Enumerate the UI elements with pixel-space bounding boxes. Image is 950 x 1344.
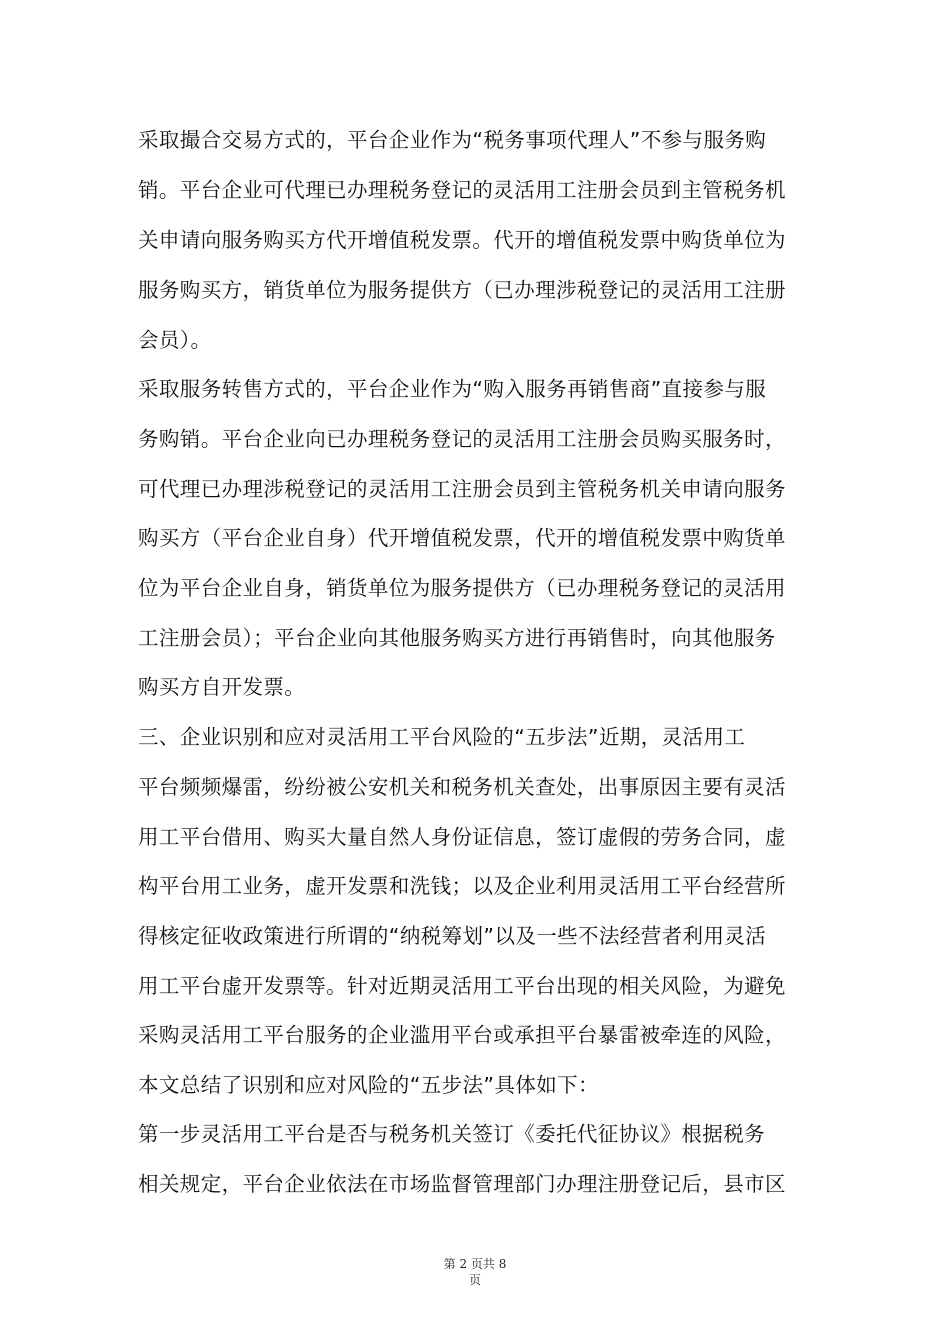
text-line-22: 相关规定，平台企业依法在市场监督管理部门办理注册登记后，县市区 [138,1172,786,1196]
text-line-12: 购买方自开发票。 [138,675,306,699]
text-line-1: 采取撮合交易方式的，平台企业作为“税务事项代理人”不参与服务购 [138,128,767,152]
text-line-6: 采取服务转售方式的，平台企业作为“购入服务再销售商”直接参与服 [138,377,767,401]
text-line-5: 会员）。 [138,328,212,352]
text-line-13: 三、企业识别和应对灵活用工平台风险的“五步法”近期，灵活用工 [138,725,746,749]
text-line-8: 可代理已办理涉税登记的灵活用工注册会员到主管税务机关申请向服务 [138,477,786,501]
text-line-16: 构平台用工业务，虚开发票和洗钱；以及企业利用灵活用工平台经营所 [138,874,786,898]
text-line-11: 工注册会员）；平台企业向其他服务购买方进行再销售时，向其他服务 [138,626,776,650]
text-line-21: 第一步灵活用工平台是否与税务机关签订《委托代征协议》根据税务 [138,1122,765,1146]
text-line-19: 采购灵活用工平台服务的企业滥用平台或承担平台暴雷被牵连的风险， [138,1023,786,1047]
text-line-14: 平台频频爆雷，纷纷被公安机关和税务机关查处，出事原因主要有灵活 [138,775,786,799]
page-number-line-1: 第 2 页共 8 [443,1257,507,1271]
page-number-line-2: 页 [468,1273,481,1287]
page-footer [0,1256,950,1288]
text-line-20: 本文总结了识别和应对风险的“五步法”具体如下： [138,1073,599,1097]
text-line-18: 用工平台虚开发票等。针对近期灵活用工平台出现的相关风险，为避免 [138,974,786,998]
text-line-9: 购买方（平台企业自身）代开增值税发票，代开的增值税发票中购货单 [138,526,786,550]
text-line-10: 位为平台企业自身，销货单位为服务提供方（已办理税务登记的灵活用 [138,576,786,600]
text-line-17: 得核定征收政策进行所谓的“纳税筹划”以及一些不法经营者利用灵活 [138,924,767,948]
text-line-15: 用工平台借用、购买大量自然人身份证信息，签订虚假的劳务合同，虚 [138,825,786,849]
text-line-4: 服务购买方，销货单位为服务提供方（已办理涉税登记的灵活用工注册 [138,278,786,302]
text-line-3: 关申请向服务购买方代开增值税发票。代开的增值税发票中购货单位为 [138,228,786,252]
text-line-7: 务购销。平台企业向已办理税务登记的灵活用工注册会员购买服务时， [138,427,786,451]
text-line-2: 销。平台企业可代理已办理税务登记的灵活用工注册会员到主管税务机 [138,178,786,202]
